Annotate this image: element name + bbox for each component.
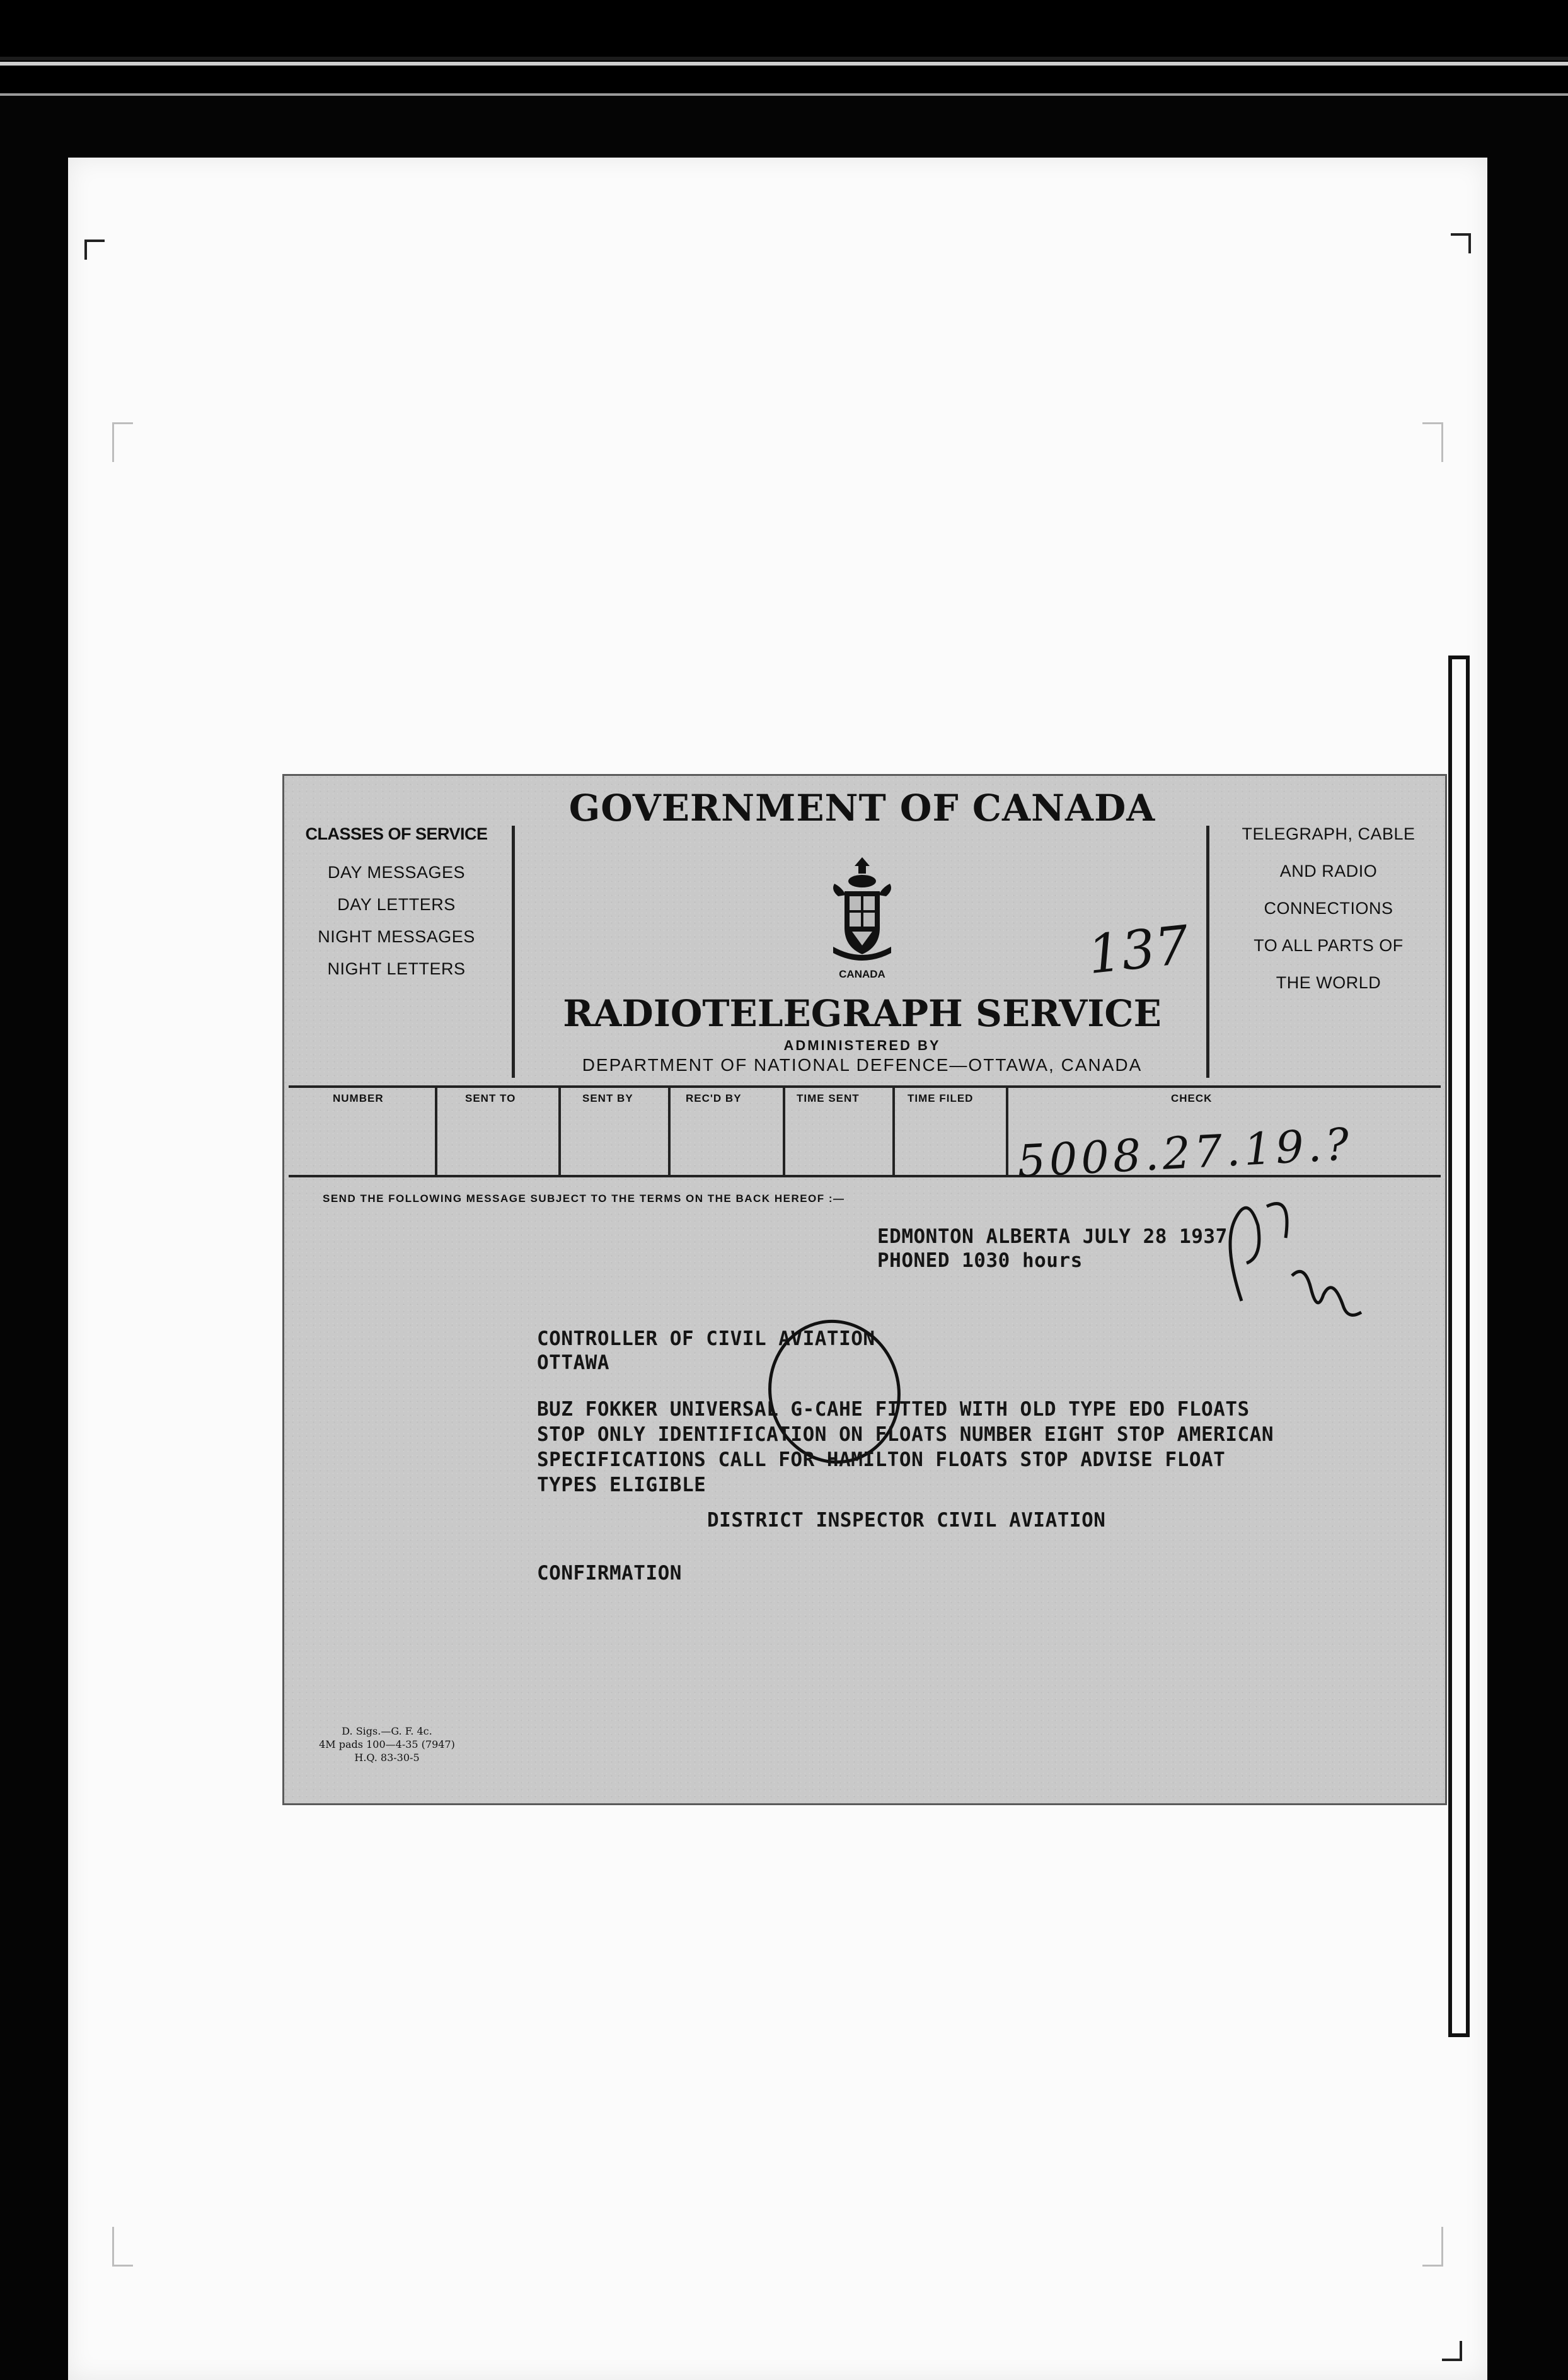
connections-line-5: THE WORLD [1276,973,1381,992]
class-night-letters: NIGHT LETTERS [327,959,466,978]
column-header-check: CHECK [1171,1092,1213,1104]
footer-line-1: D. Sigs.—G. F. 4c. [342,1725,432,1737]
column-header-number: NUMBER [333,1092,384,1104]
classes-of-service-block [282,824,510,991]
column-divider [668,1085,671,1175]
crop-mark [112,422,133,462]
connections-line-3: CONNECTIONS [1264,899,1393,918]
column-header-sent-to: SENT TO [465,1092,516,1104]
footer-line-3: H.Q. 83-30-5 [354,1752,420,1764]
coat-of-arms-icon [824,852,900,966]
connections-line-1: TELEGRAPH, CABLE [1242,824,1415,843]
message-origin: EDMONTON ALBERTA JULY 28 1937 [877,1225,1228,1248]
class-day-letters: DAY LETTERS [337,895,456,914]
film-edge-line [0,62,1568,66]
message-signature: DISTRICT INSPECTOR CIVIL AVIATION [707,1509,1106,1532]
message-body-line-4: TYPES ELIGIBLE [537,1474,706,1496]
connections-line-2: AND RADIO [1279,862,1378,881]
connections-line-4: TO ALL PARTS OF [1254,936,1404,955]
administered-by: ADMINISTERED BY [783,1037,941,1053]
film-strip [0,0,1568,95]
column-divider [783,1085,785,1175]
column-header-time-sent: TIME SENT [797,1092,860,1104]
handwritten-initials [1197,1169,1386,1358]
column-header-recd-by: REC'D BY [686,1092,742,1104]
crop-mark [112,2227,133,2267]
message-body-line-3: SPECIFICATIONS CALL FOR HAMILTON FLOATS STOP ADVISE FLOAT [537,1448,1226,1471]
handwritten-page-number: 137 [1085,913,1192,986]
footer-line-2: 4M pads 100—4-35 (7947) [319,1738,455,1750]
terms-line: SEND THE FOLLOWING MESSAGE SUBJECT TO THE TERMS ON THE BACK HEREOF :— [323,1193,845,1204]
crop-mark [1422,2227,1443,2267]
telegram-form [282,774,1447,1805]
crest-caption: CANADA [839,968,885,980]
form-footer [318,1724,456,1764]
service-name: RADIOTELEGRAPH SERVICE [563,992,1162,1035]
form-title: GOVERNMENT OF CANADA [568,787,1156,829]
column-divider [1006,1085,1008,1175]
table-top-rule [289,1085,1441,1088]
handwritten-check-value: 5008.27.19.? [1016,1118,1354,1187]
crop-mark [1451,233,1471,253]
department-line: DEPARTMENT OF NATIONAL DEFENCE—OTTAWA, CANADA [582,1055,1143,1075]
classes-title: CLASSES OF SERVICE [305,824,488,843]
message-body-line-2: STOP ONLY IDENTIFICATION ON FLOATS NUMBER EIGHT STOP AMERICAN [537,1423,1274,1446]
column-divider [892,1085,895,1175]
class-day-messages: DAY MESSAGES [327,863,466,882]
binder-edge [1448,656,1470,2037]
connections-block [1210,824,1447,1010]
crop-mark [1422,422,1443,462]
header-divider [512,826,515,1078]
column-header-time-filed: TIME FILED [908,1092,974,1104]
addressee-line-1: CONTROLLER OF CIVIL AVIATION [537,1327,875,1350]
message-phoned: PHONED 1030 hours [877,1249,1083,1272]
message-body-line-1: BUZ FOKKER UNIVERSAL G-CAHE FITTED WITH OLD TYPE EDO FLOATS [537,1398,1250,1421]
film-edge-line [0,93,1568,96]
message-confirmation: CONFIRMATION [537,1562,682,1585]
column-header-sent-by: SENT BY [582,1092,633,1104]
column-divider [435,1085,437,1175]
crop-mark [84,240,105,260]
crop-mark [1442,2341,1462,2361]
column-divider [558,1085,561,1175]
class-night-messages: NIGHT MESSAGES [318,927,475,946]
addressee-line-2: OTTAWA [537,1351,609,1374]
